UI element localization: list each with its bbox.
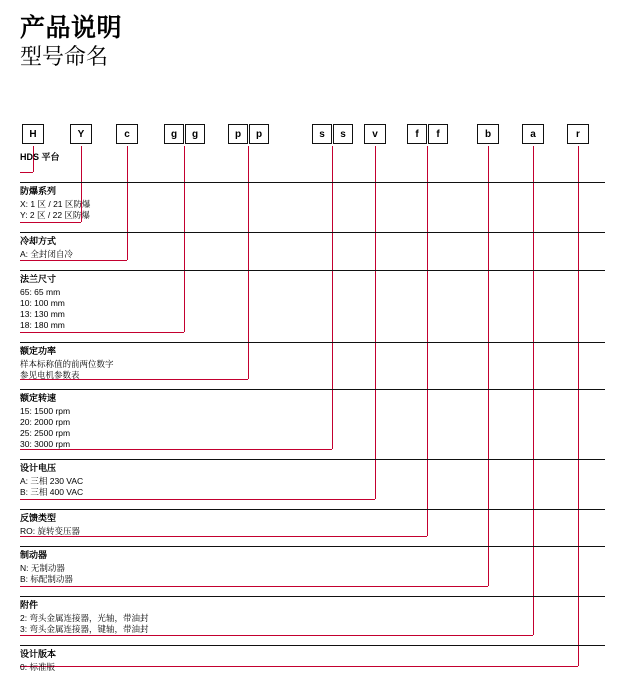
model-code-box: a xyxy=(522,124,544,144)
connector-line-horizontal xyxy=(20,635,533,636)
model-code-box: r xyxy=(567,124,589,144)
section-line: RO: 旋转变压器 xyxy=(20,526,80,536)
section-divider xyxy=(20,509,605,510)
model-code-box: g xyxy=(164,124,184,144)
model-code-box: b xyxy=(477,124,499,144)
connector-line-horizontal xyxy=(20,586,488,587)
section-heading: 额定转速 xyxy=(20,393,57,403)
section-heading: 设计版本 xyxy=(20,649,57,659)
spec-section xyxy=(20,232,605,260)
section-line: 2: 弯头金属连接器，光轴，带油封 xyxy=(20,613,149,623)
model-code-box: p xyxy=(249,124,269,144)
page-subtitle: 型号命名 xyxy=(20,44,109,69)
section-line: A: 全封闭自冷 xyxy=(20,249,73,259)
model-code-box: s xyxy=(333,124,353,144)
section-divider xyxy=(20,389,605,390)
connector-line-horizontal xyxy=(20,260,127,261)
spec-section xyxy=(20,459,605,498)
model-code-box: s xyxy=(312,124,332,144)
spec-section xyxy=(20,342,605,381)
section-line: 0: 标准版 xyxy=(20,662,55,672)
section-divider xyxy=(20,546,605,547)
section-line: 样本标称值的前两位数字 xyxy=(20,359,114,369)
section-divider xyxy=(20,459,605,460)
section-heading: 附件 xyxy=(20,600,39,610)
section-heading: 制动器 xyxy=(20,550,48,560)
section-line: B: 标配制动器 xyxy=(20,574,73,584)
section-line: 65: 65 mm xyxy=(20,287,61,297)
page-title: 产品说明 xyxy=(20,14,123,42)
model-code-row xyxy=(0,124,625,146)
model-code-box: H xyxy=(22,124,44,144)
model-code-box: f xyxy=(407,124,427,144)
section-heading: 法兰尺寸 xyxy=(20,274,57,284)
model-code-box: p xyxy=(228,124,248,144)
spec-section xyxy=(20,509,605,537)
section-line: A: 三相 230 VAC xyxy=(20,476,84,486)
section-divider xyxy=(20,232,605,233)
section-line: 15: 1500 rpm xyxy=(20,406,71,416)
section-divider xyxy=(20,270,605,271)
section-line: 13: 130 mm xyxy=(20,309,65,319)
section-line: N: 无制动器 xyxy=(20,563,65,573)
model-code-box: c xyxy=(116,124,138,144)
section-divider xyxy=(20,596,605,597)
model-code-box: Y xyxy=(70,124,92,144)
section-heading: 额定功率 xyxy=(20,346,57,356)
section-divider xyxy=(20,182,605,183)
section-line: B: 三相 400 VAC xyxy=(20,487,84,497)
section-line: 参见电机参数表 xyxy=(20,370,80,380)
section-heading: 防爆系列 xyxy=(20,186,57,196)
section-line: X: 1 区 / 21 区防爆 xyxy=(20,199,91,209)
spec-section xyxy=(20,152,60,165)
section-line: Y: 2 区 / 22 区防爆 xyxy=(20,210,90,220)
section-divider xyxy=(20,645,605,646)
section-divider xyxy=(20,342,605,343)
section-line: 18: 180 mm xyxy=(20,320,65,330)
connector-line-horizontal xyxy=(20,172,33,173)
section-line: 20: 2000 rpm xyxy=(20,417,71,427)
spec-section xyxy=(20,596,605,635)
spec-section xyxy=(20,270,605,331)
spec-section xyxy=(20,389,605,450)
section-line: 3: 弯头金属连接器，键轴，带油封 xyxy=(20,624,149,634)
connector-line-horizontal xyxy=(20,332,184,333)
section-heading: 反馈类型 xyxy=(20,513,57,523)
connector-line-horizontal xyxy=(20,499,375,500)
section-heading: 设计电压 xyxy=(20,463,57,473)
section-line: 30: 3000 rpm xyxy=(20,439,71,449)
spec-section xyxy=(20,182,605,221)
model-code-box: v xyxy=(364,124,386,144)
model-code-box: g xyxy=(185,124,205,144)
spec-section xyxy=(20,645,605,673)
model-code-box: f xyxy=(428,124,448,144)
spec-section xyxy=(20,546,605,585)
section-line: 25: 2500 rpm xyxy=(20,428,71,438)
section-heading: HDS 平台 xyxy=(20,152,60,162)
connector-line-horizontal xyxy=(20,222,81,223)
section-line: 10: 100 mm xyxy=(20,298,65,308)
section-heading: 冷却方式 xyxy=(20,236,57,246)
